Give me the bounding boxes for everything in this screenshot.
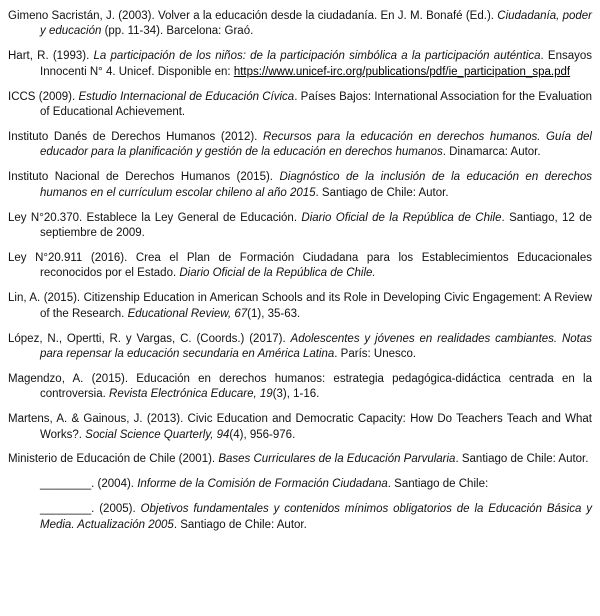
reference-entry <box>8 170 592 201</box>
reference-title-italic: Diario Oficial de la República de Chile. <box>179 267 376 280</box>
reference-text: Lin, A. (2015). Citizenship Education in American Schools and its Role in Developing Civic Engagement: A Review of the Research. <box>8 292 592 320</box>
reference-title-italic: Objetivos fundamentales y contenidos mínimos obligatorios de la Educación Básica y Media. Actualización 2005 <box>40 503 592 531</box>
reference-title-italic: Ciudadanía, poder y educación <box>40 10 592 38</box>
reference-entry <box>8 452 592 467</box>
reference-text: (3), 1-16. <box>272 388 320 401</box>
reference-text: Martens, A. & Gainous, J. (2013). Civic Education and Democratic Capacity: How Do Teachers Teach and What Works?. <box>8 413 592 441</box>
reference-text: (pp. 11-34). Barcelona: Graó. <box>101 25 254 38</box>
reference-entry <box>8 211 592 242</box>
reference-entry <box>8 332 592 363</box>
reference-title-italic: Revista Electrónica Educare, 19 <box>109 388 273 401</box>
reference-text: . Santiago de Chile: <box>387 478 489 491</box>
reference-text: . Países Bajos: International Association for the Evaluation of Educational Achievement. <box>40 90 593 119</box>
reference-text: Gimeno Sacristán, J. (2003). Volver a la educación desde la ciudadanía. En J. M. Bonafé (Ed.). <box>8 10 498 22</box>
reference-title-italic: Educational Review, 67 <box>127 307 248 320</box>
reference-entry <box>8 412 592 443</box>
reference-text: Ley N°20.370. Establece la Ley General de Educación. <box>8 211 302 224</box>
reference-text: Magendzo, A. (2015). Educación en derechos humanos: estrategia pedagógica-didáctica centrada en la controversia. <box>8 372 592 401</box>
reference-title-italic: Informe de la Comisión de Formación Ciudadana <box>137 478 388 491</box>
reference-title-italic: Bases Curriculares de la Educación Parvularia <box>218 453 456 466</box>
reference-text: . Ensayos Innocenti N° 4. Unicef. Disponible en: <box>40 50 593 78</box>
reference-title-italic: Diagnóstico de la inclusión de la educación en derechos humanos en el currículum escolar chileno al año 2015 <box>40 171 592 199</box>
reference-entry <box>8 9 592 40</box>
reference-text: Hart, R. (1993). <box>8 50 94 63</box>
reference-entry <box>8 90 592 121</box>
reference-text: ________. (2004). <box>40 478 138 491</box>
reference-title-italic: La participación de los niños: de la participación simbólica a la participación auténtica <box>93 50 541 63</box>
reference-entry <box>8 372 592 403</box>
reference-title-italic: Diario Oficial de la República de Chile <box>301 211 502 224</box>
reference-text: ICCS (2009). <box>8 90 79 103</box>
reference-list <box>8 9 592 533</box>
reference-text: . Santiago de Chile: Autor. <box>455 453 589 466</box>
reference-text: ________. (2005). <box>40 503 141 516</box>
reference-title-italic: Social Science Quarterly, 94 <box>85 428 230 441</box>
reference-title-italic: Estudio Internacional de Educación Cívica <box>78 90 295 103</box>
reference-title-italic: Recursos para la educación en derechos humanos. Guía del educador para la planificación y gestión de la educación en derechos humanos <box>40 130 592 159</box>
reference-text: . París: Unesco. <box>334 347 417 360</box>
reference-text: López, N., Opertti, R. y Vargas, C. (Coords.) (2017). <box>8 332 291 345</box>
reference-entry <box>8 291 592 322</box>
reference-text: (4), 956-976. <box>229 428 296 441</box>
reference-text: . Santiago de Chile: Autor. <box>173 518 307 531</box>
reference-text: . Santiago, 12 de septiembre de 2009. <box>40 211 592 239</box>
reference-text: Instituto Danés de Derechos Humanos (2012). <box>8 130 264 143</box>
reference-text: (1), 35-63. <box>247 307 301 320</box>
reference-entry <box>8 502 592 533</box>
reference-link[interactable]: https://www.unicef-irc.org/publications/pdf/ie_participation_spa.pdf <box>233 65 571 78</box>
reference-text: . Dinamarca: Autor. <box>442 146 541 159</box>
reference-entry <box>8 49 592 80</box>
reference-text: . Santiago de Chile: Autor. <box>315 186 449 199</box>
reference-entry <box>8 251 592 282</box>
reference-entry <box>8 477 592 492</box>
reference-text: Ley N°20.911 (2016). Crea el Plan de Formación Ciudadana para los Establecimientos Educacionales reconocidos por el Estado. <box>8 251 592 280</box>
reference-text: Instituto Nacional de Derechos Humanos (2015). <box>8 171 280 184</box>
reference-text: Ministerio de Educación de Chile (2001). <box>8 453 219 466</box>
reference-title-italic: Adolescentes y jóvenes en realidades cambiantes. Notas para repensar la educación secundaria en América Latina <box>40 332 592 360</box>
reference-entry <box>8 130 592 161</box>
